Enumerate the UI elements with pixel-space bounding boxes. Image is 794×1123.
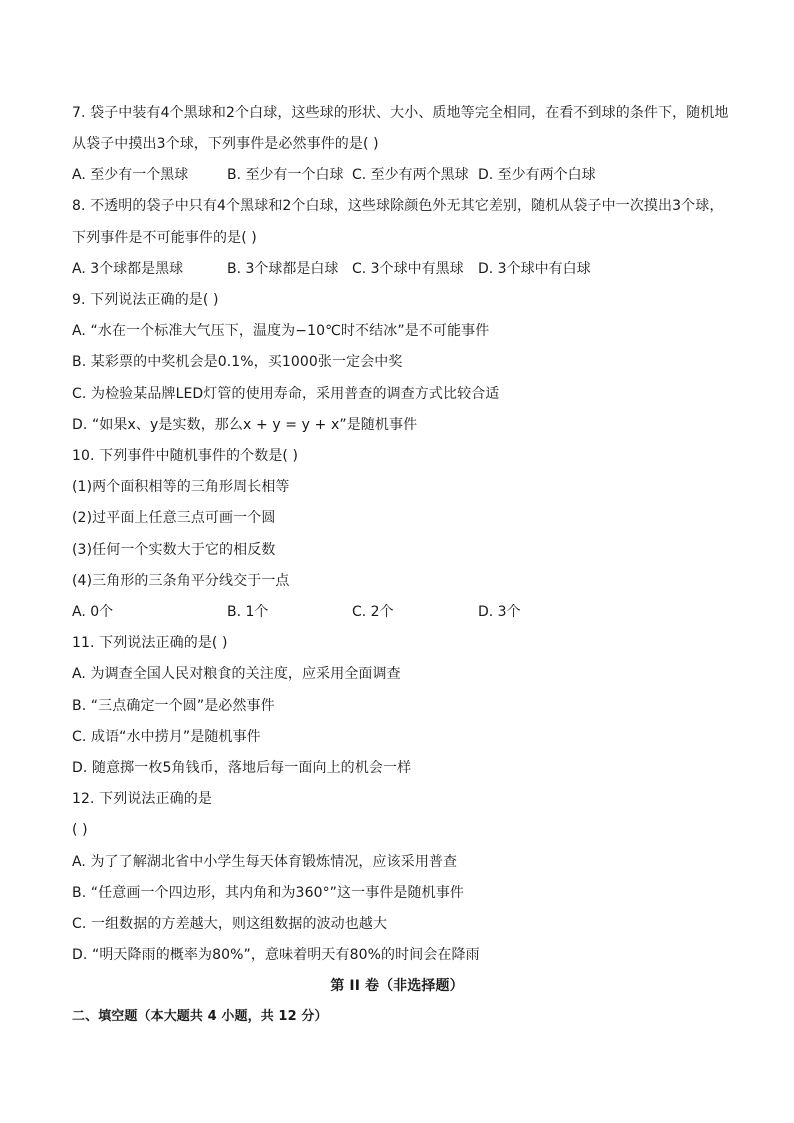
q11-stem: 11. 下列说法正确的是( ) xyxy=(72,635,228,651)
q7-option-a: A. 至少有一个黑球 xyxy=(72,167,189,183)
q9-option-a: A. “水在一个标准大气压下，温度为−10℃时不结冰”是不可能事件 xyxy=(72,323,490,339)
q9-option-b: B. 某彩票的中奖机会是0.1%，买1000张一定会中奖 xyxy=(72,354,403,370)
q12-option-d: D. “明天降雨的概率为80%”，意味着明天有80%的时间会在降雨 xyxy=(72,947,480,963)
q10-option-b: B. 1个 xyxy=(227,604,269,620)
section-2-title: 二、填空题（本大题共 4 小题，共 12 分） xyxy=(72,1009,328,1024)
q8-stem-line2: 下列事件是不可能事件的是( ) xyxy=(72,230,257,246)
q11-option-c: C. 成语“水中捞月”是随机事件 xyxy=(72,729,261,745)
q12-stem: 12. 下列说法正确的是 xyxy=(72,791,212,807)
q11-option-a: A. 为调查全国人民对粮食的关注度，应采用全面调查 xyxy=(72,666,401,682)
q11-option-d: D. 随意掷一枚5角钱币，落地后每一面向上的机会一样 xyxy=(72,760,412,776)
q10-item-2: (2)过平面上任意三点可画一个圆 xyxy=(72,510,276,526)
q12-option-c: C. 一组数据的方差越大，则这组数据的波动也越大 xyxy=(72,916,388,932)
q10-option-a: A. 0个 xyxy=(72,604,114,620)
q9-option-d: D. “如果x、y是实数，那么x + y = y + x”是随机事件 xyxy=(72,417,418,433)
q9-option-c: C. 为检验某品牌LED灯管的使用寿命，采用普查的调查方式比较合适 xyxy=(72,386,500,402)
q7-stem-line2: 从袋子中摸出3个球，下列事件是必然事件的是( ) xyxy=(72,136,379,152)
q8-option-d: D. 3个球中有白球 xyxy=(478,261,591,277)
q12-answer-paren: ( ) xyxy=(72,822,88,838)
q12-option-b: B. “任意画一个四边形，其内角和为360°”这一事件是随机事件 xyxy=(72,885,464,901)
q8-option-b: B. 3个球都是白球 xyxy=(227,261,339,277)
q10-stem: 10. 下列事件中随机事件的个数是( ) xyxy=(72,448,299,464)
q8-option-c: C. 3个球中有黑球 xyxy=(352,261,464,277)
q9-stem: 9. 下列说法正确的是( ) xyxy=(72,292,219,308)
q10-item-1: (1)两个面积相等的三角形周长相等 xyxy=(72,479,290,495)
q10-item-4: (4)三角形的三条角平分线交于一点 xyxy=(72,573,290,589)
volume-2-title: 第 II 卷（非选择题） xyxy=(330,978,464,994)
q10-option-c: C. 2个 xyxy=(352,604,394,620)
q7-option-b: B. 至少有一个白球 xyxy=(227,167,344,183)
q7-stem-line1: 7. 袋子中装有4个黑球和2个白球，这些球的形状、大小、质地等完全相同，在看不到球的条件下，随机地 xyxy=(72,105,729,121)
q10-item-3: (3)任何一个实数大于它的相反数 xyxy=(72,542,276,558)
q8-option-a: A. 3个球都是黑球 xyxy=(72,261,184,277)
q8-stem-line1: 8. 不透明的袋子中只有4个黑球和2个白球，这些球除颜色外无其它差别，随机从袋子中一次摸出3个球， xyxy=(72,198,724,214)
q12-option-a: A. 为了了解湖北省中小学生每天体育锻炼情况，应该采用普查 xyxy=(72,854,458,870)
q10-option-d: D. 3个 xyxy=(478,604,521,620)
q11-option-b: B. “三点确定一个圆”是必然事件 xyxy=(72,698,275,714)
q7-option-d: D. 至少有两个白球 xyxy=(478,167,596,183)
q7-option-c: C. 至少有两个黑球 xyxy=(352,167,469,183)
